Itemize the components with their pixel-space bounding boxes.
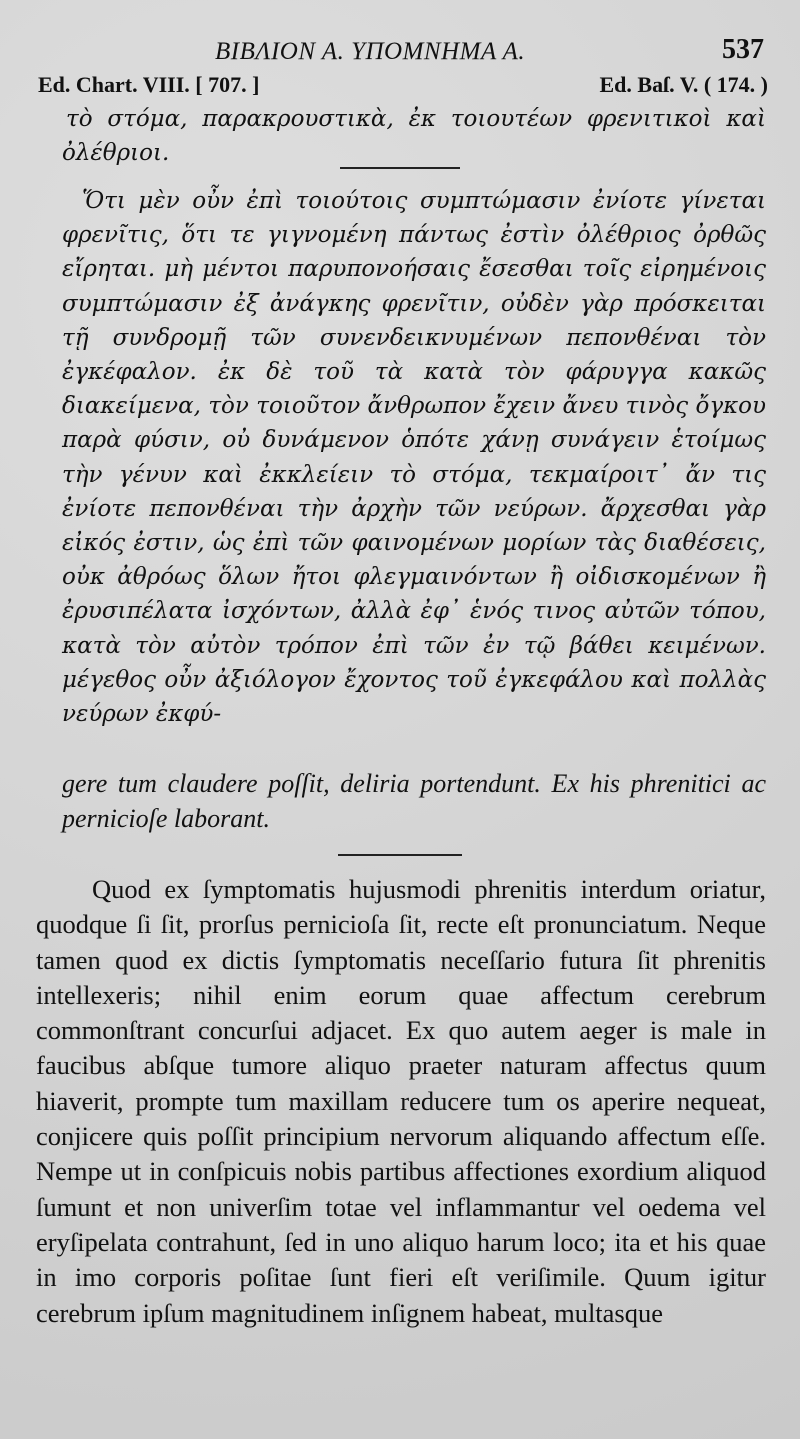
edition-basel-reference: Ed. Baſ. V. ( 174. ) bbox=[599, 72, 768, 97]
greek-aphorism-continuation: τὸ στόμα, παρακρουστικὰ, ἐκ τοιουτέων φρενιτικοὶ καὶ ὀλέθριοι. bbox=[62, 106, 766, 167]
edition-reference-line bbox=[38, 72, 768, 102]
section-divider bbox=[338, 854, 462, 856]
greek-commentary: Ὅτι μὲν οὖν ἐπὶ τοιούτοις συμπτώμασιν ἐνίοτε γίνεται φρενῖτις, ὅτι τε γιγνομένη πάντως ἐστὶν ὀλέθριος ὀρθῶς εἴρηται. μὴ μέντοι παρυπονοήσαις ἔσεσθαι τοῖς εἰρημένοις συμπτώμασιν ἐξ ἀνάγκης φρενῖτιν, οὐδὲν γὰρ πρόσκειται τῇ συνδρομῇ τῶν συνενδεικνυμένων πεπονθέναι τὸν ἐγκέφαλον. ἐκ δὲ τοῦ τὰ κατὰ τὸν φάρυγγα κακῶς διακείμενα, τὸν τοιοῦτον ἄνθρωπον ἔχειν ἄνευ τινὸς ὄγκου παρὰ φύσιν, οὐ δυνάμενον ὁπότε χάνῃ συνάγειν ἑτοίμως τὴν γένυν καὶ ἐκκλείειν τὸ στόμα, τεκμαίροιτ᾽ ἄν τις ἐνίοτε πεπονθέναι τὴν ἀρχὴν τῶν νεύρων. ἄρχεσθαι γὰρ εἰκός ἐστιν, ὡς ἐπὶ τῶν φαινομένων μορίων τὰς διαθέσεις, οὐκ ἀθρόως ὅλων ἤτοι φλεγμαινόντων ἢ οἰδισκομένων ἢ ἐρυσιπέλατα ἰσχόντων, ἀλλὰ ἐφ᾽ ἑνός τινος αὐτῶν τόπου, κατὰ τὸν αὐτὸν τρόπον ἐπὶ τῶν ἐν τῷ βάθει κειμένων. μέγεθος οὖν ἀξιόλογον ἔχοντος τοῦ ἐγκεφάλου καὶ πολλὰς νεύρων ἐκφύ- bbox=[62, 188, 766, 728]
edition-chart-reference: Ed. Chart. VIII. [ 707. ] bbox=[38, 72, 260, 97]
section-divider bbox=[340, 167, 460, 169]
running-head bbox=[0, 34, 800, 70]
latin-aphorism-continuation: gere tum claudere poſſit, deliria portendunt. Ex his phrenitici ac pernicioſe laborant. bbox=[62, 769, 766, 833]
latin-commentary: Quod ex ſymptomatis hujusmodi phrenitis interdum oriatur, quodque ſi ſit, prorſus pernicioſa ſit, recte eſt pronunciatum. Neque tamen quod ex dictis ſymptomatis neceſſario futura ſit phrenitis intellexeris; nihil enim eorum quae affectum cerebrum commonſtrant concurſui adjacet. Ex quo autem aeger is male in faucibus abſque tumore aliquo praeter naturam affectus quum hiaverit, prompte tum maxillam reducere tum os aperire nequeat, conjicere quis poſſit principium nervorum aliquando affectum eſſe. Nempe ut in conſpicuis nobis partibus affectiones exordium aliquod ſumunt et non univerſim totae vel inflammantur vel oedema vel eryſipelata contrahunt, ſed in uno aliquo harum loco; ita et his quae in imo corporis poſitae ſunt fieri eſt veriſimile. Quum igitur cerebrum ipſum magnitudinem inſignem habeat, multasque bbox=[36, 874, 766, 1328]
page-number: 537 bbox=[722, 34, 764, 65]
running-title: ΒΙΒΛΙΟΝ Α. ΥΠΟΜΝΗΜΑ Α. bbox=[215, 38, 526, 65]
